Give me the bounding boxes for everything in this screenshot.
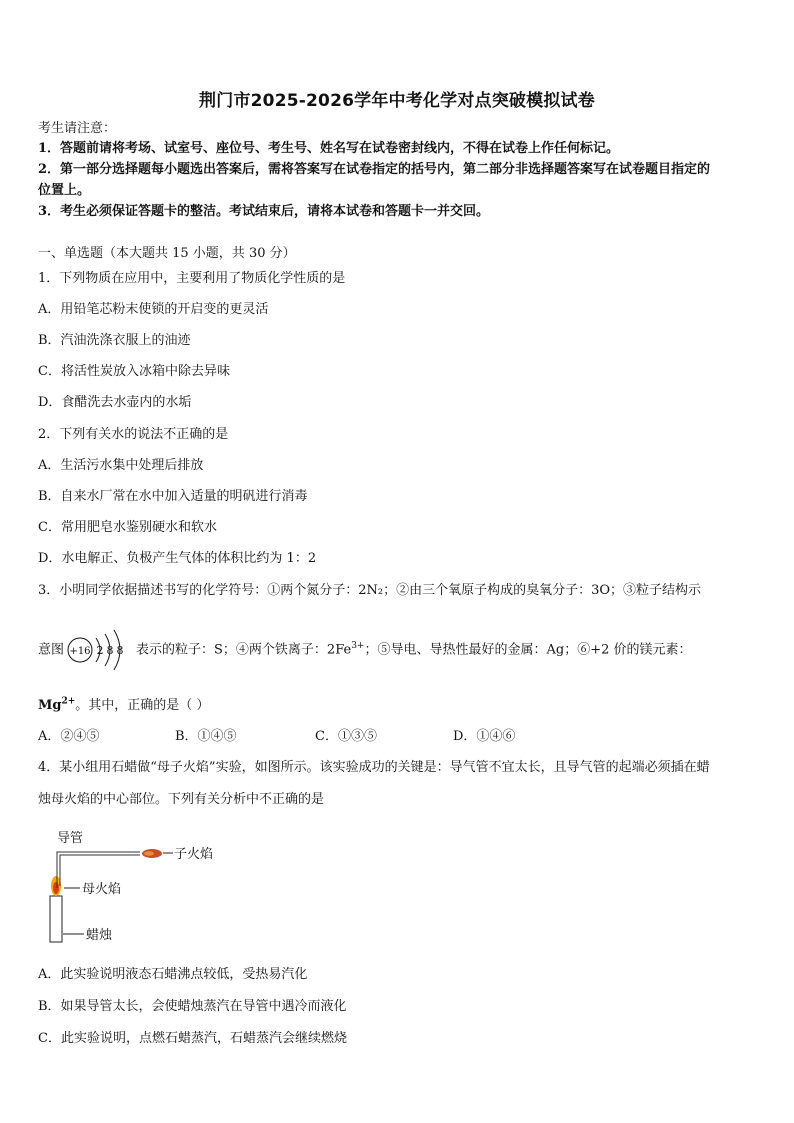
mg-symbol: Mg xyxy=(38,698,62,713)
question-3-line-2 xyxy=(38,628,692,672)
question-1-option-d: D．食醋洗去水壶内的水垢 xyxy=(38,395,192,410)
question-4-line-1: 4．某小组用石蜡做“母子火焰”实验，如图所示。该实验成功的关键是：导气管不宜太长，且导气管的起端必须插在蜡 xyxy=(38,760,710,775)
question-3-prefix: 意图 xyxy=(38,642,65,658)
question-4-option-c: C．此实验说明，点燃石蜡蒸汽，石蜡蒸汽会继续燃烧 xyxy=(38,1031,347,1046)
question-1-option-b: B．汽油洗涤衣服上的油迹 xyxy=(38,333,191,348)
question-2-option-d: D．水电解正、负极产生气体的体积比约为 1：2 xyxy=(38,551,317,566)
mother-child-flame-figure xyxy=(40,826,260,956)
child-flame-core xyxy=(144,851,154,855)
question-3-ask: 。其中，正确的是（ ） xyxy=(75,698,210,713)
question-4-option-b: B．如果导管太长，会使蜡烛蒸汽在导管中遇冷而液化 xyxy=(38,999,347,1014)
question-1-option-c: C．将活性炭放入冰箱中除去异味 xyxy=(38,364,230,379)
shell-electrons-1: 2 xyxy=(96,644,104,657)
label-candle: 蜡烛 xyxy=(86,928,113,943)
question-3-text-b: ；⑤导电、导热性最好的金属：Ag；⑥+2 价的镁元素： xyxy=(364,642,692,658)
question-2-option-a: A．生活污水集中处理后排放 xyxy=(38,458,204,473)
question-1-option-a: A．用铅笔芯粉末使锁的开启变的更灵活 xyxy=(38,302,269,317)
notice-item-2: 2．第一部分选择题每小题选出答案后，需将答案写在试卷指定的括号内，第二部分非选择题答案写在试卷题目指定的 xyxy=(38,162,711,177)
question-1-stem: 1．下列物质在应用中，主要利用了物质化学性质的是 xyxy=(38,271,346,286)
label-mother-flame: 母火焰 xyxy=(82,882,122,897)
notice-item-1: 1．答题前请将考场、试室号、座位号、考生号、姓名写在试卷密封线内，不得在试卷上作任何标记。 xyxy=(38,141,620,156)
question-3-line-1: 3．小明同学依据描述书写的化学符号：①两个氮分子：2N₂；②由三个氧原子构成的臭氧分子：3O；③粒子结构示 xyxy=(38,583,702,598)
mother-flame-inner xyxy=(53,882,59,894)
question-3-choice-d: D．①④⑥ xyxy=(453,729,516,744)
candle-body xyxy=(50,896,62,942)
question-3-text-a: 表示的粒子：S；④两个铁离子：2Fe xyxy=(136,642,352,658)
question-3-choice-b: B．①④⑤ xyxy=(175,729,237,744)
question-2-option-b: B．自来水厂常在水中加入适量的明矾进行消毒 xyxy=(38,489,308,504)
page-title: 荆门市2025-2026学年中考化学对点突破模拟试卷 xyxy=(199,91,595,111)
notice-heading: 考生请注意： xyxy=(38,121,117,136)
atom-structure-diagram xyxy=(64,628,136,672)
notice-item-2-cont: 位置上。 xyxy=(38,183,91,198)
label-tube: 导管 xyxy=(57,831,84,846)
question-3-choice-c: C．①③⑤ xyxy=(315,729,377,744)
nucleus-charge: +16 xyxy=(69,646,91,657)
fe-ion-charge: 3+ xyxy=(351,641,365,652)
question-4-option-a: A．此实验说明液态石蜡沸点较低，受热易汽化 xyxy=(38,967,308,982)
notice-item-3: 3．考生必须保证答题卡的整洁。考试结束后，请将本试卷和答题卡一并交回。 xyxy=(38,204,490,219)
question-3-line-3 xyxy=(38,697,209,715)
shell-electrons-3: 8 xyxy=(116,644,124,657)
question-4-line-2: 烛母火焰的中心部位。下列有关分析中不正确的是 xyxy=(38,792,325,807)
mg-charge: 2+ xyxy=(61,696,76,707)
shell-electrons-2: 8 xyxy=(106,644,114,657)
question-3-choice-a: A．②④⑤ xyxy=(38,729,100,744)
question-2-stem: 2．下列有关水的说法不正确的是 xyxy=(38,427,229,442)
label-child-flame: 子火焰 xyxy=(174,847,214,862)
section-heading: 一、单选题（本大题共 15 小题，共 30 分） xyxy=(38,246,296,261)
question-2-option-c: C．常用肥皂水鉴别硬水和软水 xyxy=(38,520,217,535)
